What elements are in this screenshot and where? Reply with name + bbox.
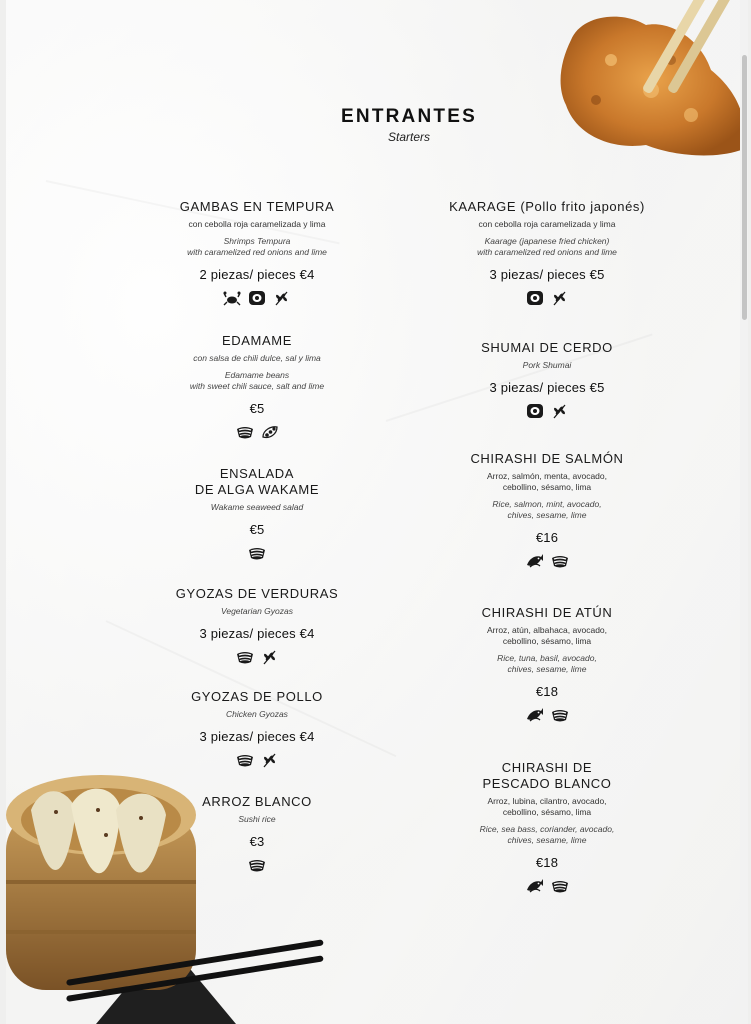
item-english-description: Rice, sea bass, coriander, avocado, chives, sesame, lime [479,824,615,845]
item-price: €5 [249,401,265,416]
soy-icon [551,707,569,723]
item-description: con cebolla roja caramelizada y lima [188,219,326,229]
menu-item [112,586,402,666]
page-subtitle: Starters [387,130,430,144]
allergen-icons [402,877,692,895]
bean-icon [261,424,279,440]
allergen-icons [112,856,402,874]
menu-item [402,760,692,895]
allergen-icons [402,706,692,724]
item-price: 3 piezas/ pieces €4 [199,626,315,641]
menu-page [6,0,740,1024]
soy-icon [236,649,254,665]
wheat-icon [261,752,279,768]
item-price: 3 piezas/ pieces €4 [199,729,315,744]
item-description: Sushi rice [238,814,276,824]
menu-item [112,689,402,769]
wheat-icon [551,290,569,306]
item-name: SHUMAI DE CERDO [481,340,613,355]
soy-icon [236,752,254,768]
item-english-description: Edamame beans with sweet chili sauce, salt and lime [189,370,325,391]
item-name: KAARAGE (Pollo frito japonés) [449,199,645,214]
item-name: EDAMAME [222,333,292,348]
soy-icon [248,545,266,561]
item-price: 2 piezas/ pieces €4 [199,267,315,282]
soy-icon [551,553,569,569]
menu-item [402,451,692,570]
allergen-icons [402,402,692,420]
gyoza-steamer-image [6,740,336,1024]
item-description: con cebolla roja caramelizada y lima [478,219,616,229]
allergen-icons [112,423,402,441]
wheat-icon [551,403,569,419]
item-price: 3 piezas/ pieces €5 [489,380,605,395]
item-name: GAMBAS EN TEMPURA [179,199,335,214]
menu-item [112,333,402,441]
fish-icon [526,553,544,569]
item-name: GYOZAS DE POLLO [191,689,323,704]
menu-item [402,340,692,420]
item-description: Arroz, lubina, cilantro, avocado, cebollino, sésamo, lima [487,796,607,817]
fish-icon [526,707,544,723]
item-price: €3 [249,834,265,849]
item-english-description: Rice, salmon, mint, avocado, chives, sesame, lime [492,499,602,520]
page-title: ENTRANTES [341,106,477,127]
allergen-icons [112,648,402,666]
crab-icon [223,290,241,306]
item-description: Pork Shumai [522,360,572,370]
allergen-icons [112,751,402,769]
item-price: €16 [535,530,559,545]
item-price: €18 [535,684,559,699]
allergen-icons [112,289,402,307]
item-name: CHIRASHI DE PESCADO BLANCO [482,760,612,791]
item-name: ARROZ BLANCO [202,794,312,809]
egg-icon [526,403,544,419]
menu-item [402,199,692,307]
item-description: Chicken Gyozas [226,709,288,719]
menu-item [112,794,402,874]
item-name: CHIRASHI DE ATÚN [481,605,613,620]
item-name: ENSALADA DE ALGA WAKAME [194,466,320,497]
item-price: €18 [535,855,559,870]
allergen-icons [112,544,402,562]
soy-icon [236,424,254,440]
fish-icon [526,878,544,894]
soy-icon [551,878,569,894]
item-name: CHIRASHI DE SALMÓN [470,451,624,466]
scrollbar-thumb[interactable] [742,55,747,320]
item-price: €5 [249,522,265,537]
item-english-description: Rice, tuna, basil, avocado, chives, sesame, lime [497,653,597,674]
item-description: con salsa de chili dulce, sal y lima [193,353,321,363]
wheat-icon [273,290,291,306]
egg-icon [526,290,544,306]
menu-item [112,466,402,562]
wheat-icon [261,649,279,665]
soy-icon [248,857,266,873]
allergen-icons [402,289,692,307]
item-description: Wakame seaweed salad [210,502,304,512]
item-english-description: Kaarage (japanese fried chicken) with caramelized red onions and lime [477,236,617,257]
item-name: GYOZAS DE VERDURAS [175,586,339,601]
item-description: Arroz, atún, albahaca, avocado, cebollino, sésamo, lima [486,625,608,646]
item-description: Vegetarian Gyozas [221,606,293,616]
menu-item [112,199,402,307]
item-description: Arroz, salmón, menta, avocado, cebollino, sésamo, lima [486,471,607,492]
egg-icon [248,290,266,306]
item-english-description: Shrimps Tempura with caramelized red onions and lime [187,236,327,257]
menu-item [402,605,692,724]
allergen-icons [402,552,692,570]
item-price: 3 piezas/ pieces €5 [489,267,605,282]
